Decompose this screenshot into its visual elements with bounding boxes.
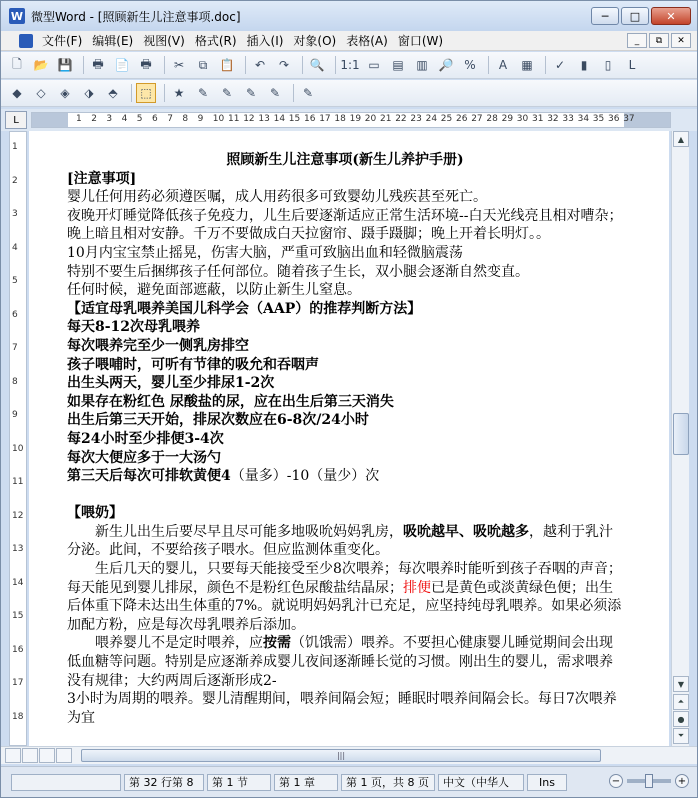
ruler-mark: 17 (319, 114, 331, 124)
maximize-button[interactable]: □ (621, 7, 649, 25)
menu-format[interactable]: 格式(R) (194, 33, 237, 48)
ruler-mark: 20 (364, 114, 377, 124)
ruler-mark: 18 (334, 114, 346, 124)
vruler-mark: 5 (12, 276, 18, 286)
doc-run: ，越利于乳汁分泌。此间，不要给孩子喂水。但应监测体重变化。 (67, 523, 613, 559)
ruler-row (1, 109, 697, 131)
ruler-mark: 4 (121, 114, 128, 124)
ruler-mark: 26 (456, 114, 468, 124)
object-tool-1-icon[interactable]: ◆ (12, 86, 22, 100)
doc-paragraph: 3小时为周期的喂养。婴儿清醒期间，喂养间隔会短；睡眠时喂养间隔会长。每日7次喂养为宜 (67, 691, 617, 726)
view-buttons (5, 748, 72, 763)
paste-icon[interactable]: 📋 (219, 58, 235, 72)
doc-run: 吸吮越早、吸吮越 (403, 523, 515, 540)
doc-paragraph: 夜晚开灯睡觉降低孩子免疫力，儿生后要逐渐适应正常生活环境--白天光线亮且相对嘈杂；晚上暗且相对安静。千万不要做成白天拉窗帘、蹑手蹑脚；晚上开着长明灯。。 (67, 207, 623, 243)
ruler-mark: 19 (349, 114, 362, 124)
menu-object[interactable]: 对象(O) (293, 33, 337, 48)
vruler-mark: 9 (12, 410, 18, 420)
print-view-button[interactable] (39, 748, 55, 763)
doc-bold-line: 每次喂养完至少一侧乳房排空 (67, 337, 249, 354)
doc-paragraph (67, 523, 623, 560)
doc-minimize-button[interactable]: _ (627, 33, 647, 48)
two-page-icon[interactable]: ▥ (416, 58, 428, 72)
ruler-mark: 16 (304, 114, 316, 124)
outline-view-button[interactable] (56, 748, 72, 763)
ruler-mark: 8 (182, 114, 189, 124)
vertical-scroll-thumb[interactable] (673, 413, 689, 455)
zoom-out-button[interactable]: − (609, 774, 623, 788)
zoom-100-icon[interactable]: 1:1 (340, 58, 360, 72)
scroll-up-button[interactable]: ▲ (673, 131, 689, 147)
single-page-icon[interactable]: ▤ (392, 58, 404, 72)
doc-title: 照顾新生儿注意事项(新生儿养护手册) (226, 152, 464, 168)
zoom-slider-knob[interactable] (645, 774, 653, 788)
doc-bold-line (67, 467, 623, 486)
vruler-mark: 8 (12, 376, 18, 387)
vruler-mark: 15 (12, 611, 24, 621)
ruler-mark: 9 (197, 114, 204, 124)
pen-tool-4-icon[interactable]: ✎ (269, 86, 281, 100)
ruler-mark: 21 (380, 114, 392, 124)
vruler-mark: 18 (12, 711, 24, 722)
doc-bold-line: 每24小时至少排便3-4次 (67, 430, 224, 447)
window-controls (591, 7, 691, 25)
select-browse-object-button[interactable]: ● (673, 711, 689, 727)
menu-edit[interactable]: 编辑(E) (92, 33, 134, 48)
scroll-down-button[interactable]: ▼ (673, 676, 689, 692)
pen-tool-1-icon[interactable]: ✎ (197, 86, 209, 100)
ruler-mark: 25 (440, 114, 453, 124)
pdf-icon[interactable]: 📄 (114, 58, 130, 72)
percent-icon[interactable]: % (464, 58, 476, 72)
ruler-mark: 12 (243, 114, 255, 124)
insert-object-icon[interactable]: ⬚ (136, 83, 156, 103)
status-language: 中文（中华人 (438, 774, 524, 791)
ruler-mark: 5 (136, 114, 143, 124)
ruler-mark: 7 (167, 114, 173, 124)
vruler-mark: 3 (12, 209, 18, 219)
normal-view-button[interactable] (5, 748, 21, 763)
ruler-mark: 34 (577, 114, 590, 124)
doc-heading: 【适宜母乳喂养美国儿科学会（AAP）的推荐判断方法】 (67, 300, 422, 317)
vruler-mark: 7 (12, 343, 18, 353)
vruler-mark: 16 (12, 644, 24, 655)
doc-paragraph (67, 634, 623, 690)
status-bar (1, 766, 697, 797)
doc-bold-line: 每天8-12次母乳喂养 (67, 319, 201, 336)
standard-toolbar (1, 52, 697, 79)
new-icon[interactable]: 🗋 (12, 56, 22, 71)
ruler-mark: 32 (547, 114, 559, 124)
spell-check-icon[interactable]: ✓ (554, 58, 566, 72)
vruler-mark: 2 (12, 175, 18, 186)
doc-bold-line: 出生后第三天开始，排尿次数应在6-8次/24小时 (67, 412, 369, 429)
redo-icon[interactable]: ↷ (278, 58, 290, 72)
minimize-button[interactable]: ─ (591, 7, 619, 25)
line-icon[interactable]: L (628, 58, 636, 72)
ruler-mark: 30 (516, 114, 529, 124)
vruler-mark: 4 (12, 242, 18, 253)
vruler-mark: 17 (12, 678, 24, 688)
status-page: 第 1 页，共 8 页 (341, 774, 435, 791)
document-body[interactable] (67, 151, 623, 727)
status-section: 第 1 节 (207, 774, 271, 791)
open-icon[interactable]: 📂 (33, 58, 49, 72)
object-tool-4-icon[interactable]: ⬗ (84, 86, 94, 100)
toolbar-separator (302, 56, 303, 74)
window-title: 微型Word - [照顾新生儿注意事项.doc] (31, 9, 241, 24)
menu-window[interactable]: 窗口(W) (397, 33, 444, 48)
ruler-mark: 10 (212, 114, 225, 124)
ruler-mark: 22 (395, 114, 407, 124)
vertical-ruler[interactable] (9, 131, 27, 746)
close-button[interactable]: ✕ (651, 7, 691, 25)
vertical-scrollbar[interactable] (671, 131, 689, 746)
doc-bold-line: 每次大便应多于一大汤勺 (67, 449, 221, 466)
document-icon[interactable] (19, 34, 33, 48)
ruler-mark: 29 (501, 114, 514, 124)
print-preview-icon[interactable]: 🖶 (140, 56, 152, 71)
font-color-icon[interactable]: A (498, 58, 508, 72)
status-blank (11, 774, 121, 791)
prev-page-button[interactable]: ⏶ (673, 694, 689, 710)
doc-paragraph: 任何时候，避免面部遮蔽，以防止新生儿窒息。 (67, 282, 361, 299)
ruler-mark: 27 (471, 114, 483, 124)
ruler-mark: 36 (608, 114, 620, 124)
star-tool-icon[interactable]: ★ (173, 86, 185, 100)
shape-icon[interactable]: ▯ (604, 58, 612, 72)
zoom-slider[interactable] (627, 779, 671, 783)
object-tool-3-icon[interactable]: ◈ (60, 86, 70, 100)
toolbar-separator (545, 56, 546, 74)
copy-icon[interactable]: ⧉ (198, 57, 208, 72)
doc-paragraph: [注意事项] (67, 170, 137, 187)
zoom-control (609, 774, 689, 788)
status-position: 第 32 行第 8 (124, 774, 204, 791)
menu-bar (1, 31, 697, 51)
doc-restore-button[interactable]: ⧉ (649, 33, 669, 48)
doc-run: 第三天后每次可排软黄便4 (67, 468, 231, 485)
status-insert-mode[interactable]: Ins (527, 774, 567, 791)
pen-tool-2-icon[interactable]: ✎ (221, 86, 233, 100)
pen-tool-3-icon[interactable]: ✎ (245, 86, 257, 100)
tab-selector[interactable]: L (5, 111, 27, 129)
ruler-mark: 15 (288, 114, 301, 124)
document-page[interactable] (29, 131, 669, 746)
ruler-mark: 13 (258, 114, 270, 124)
undo-icon[interactable]: ↶ (254, 58, 266, 72)
object-tool-5-icon[interactable]: ⬘ (108, 86, 118, 100)
formatting-toolbar (1, 80, 697, 107)
vruler-mark: 14 (12, 577, 24, 588)
vruler-mark: 11 (12, 477, 24, 487)
page-width-icon[interactable]: ▭ (368, 58, 380, 72)
doc-bold-line: 出生头两天，婴儿至少排尿1-2次 (67, 375, 275, 392)
doc-blank-line (67, 486, 623, 505)
horizontal-ruler[interactable] (31, 112, 671, 128)
word-app-icon[interactable]: W (10, 9, 24, 23)
ruler-mark: 28 (486, 114, 498, 124)
horizontal-scrollbar[interactable] (1, 746, 697, 764)
doc-run: 排便 (403, 579, 431, 596)
next-page-button[interactable]: ⏷ (673, 728, 689, 744)
toolbar-separator (488, 56, 489, 74)
toolbar-separator (164, 84, 165, 102)
ruler-mark: 33 (562, 114, 574, 124)
toolbar-separator (83, 56, 84, 74)
cut-icon[interactable]: ✂ (173, 58, 185, 72)
doc-bold-line: 孩子喂哺时，可听有节律的吸允和吞咽声 (67, 356, 319, 373)
toolbar-separator (131, 84, 132, 102)
menu-file[interactable]: 文件(F) (42, 33, 83, 48)
ruler-mark: 1 (76, 114, 82, 124)
table-icon[interactable]: ▦ (521, 58, 533, 72)
vruler-mark: 1 (12, 142, 18, 152)
menu-table[interactable]: 表格(A) (346, 33, 388, 48)
ruler-mark: 6 (152, 114, 158, 124)
doc-paragraph: 婴儿任何用药必须遵医嘱，成人用药很多可致婴幼儿残疾甚至死亡。 (67, 189, 487, 206)
toolbar-separator (245, 56, 246, 74)
doc-run: 新生儿出生后要尽早且尽可能多地吸吮妈妈乳房， (95, 523, 403, 540)
find-icon[interactable]: 🔍 (309, 58, 325, 72)
doc-bold-line: 如果存在粉红色 尿酸盐的尿，应在出生后第三天消失 (67, 393, 394, 410)
doc-paragraph: 特别不要生后捆绑孩子任何部位。随着孩子生长，双小腿会逐渐自然变直。 (67, 263, 529, 280)
vruler-mark: 6 (12, 309, 18, 320)
doc-run: 喂养婴儿不是定时喂养，应 (95, 635, 263, 652)
ruler-mark: 14 (273, 114, 286, 124)
ruler-mark: 31 (532, 114, 544, 124)
ruler-mark: 24 (425, 114, 438, 124)
vruler-mark: 13 (12, 544, 24, 554)
document-window-controls (627, 33, 691, 48)
status-chapter: 第 1 章 (274, 774, 338, 791)
doc-paragraph (67, 560, 623, 634)
pen-tool-5-icon[interactable]: ✎ (302, 86, 314, 100)
toolbar-separator (293, 84, 294, 102)
web-view-button[interactable] (22, 748, 38, 763)
zoom-in-button[interactable]: + (675, 774, 689, 788)
ruler-mark: 2 (91, 114, 97, 124)
doc-run: 多 (515, 523, 529, 540)
toolbar-separator (164, 56, 165, 74)
toolbar-separator (335, 56, 336, 74)
vruler-mark: 10 (12, 443, 24, 454)
zoom-icon[interactable]: 🔎 (438, 58, 454, 72)
doc-run: 按需 (263, 635, 291, 652)
menu-view[interactable]: 视图(V) (143, 33, 185, 48)
title-bar (1, 1, 697, 31)
doc-run: 已是黄色或淡黄绿色便；出生后体重下降未达出生体重的7%。就说明妈妈乳汁已充足，应坚持纯母乳喂养。如果必须添加配方粉，应是每次母乳喂养后添加。 (67, 579, 622, 633)
print-icon[interactable]: 🖶 (92, 56, 104, 71)
doc-close-button[interactable]: ✕ (671, 33, 691, 48)
ruler-mark: 23 (410, 114, 422, 124)
ruler-mark: 37 (623, 114, 635, 124)
doc-run: （量多）-10（量少）次 (230, 468, 380, 485)
menu-insert[interactable]: 插入(I) (246, 33, 284, 48)
save-icon[interactable]: 💾 (57, 58, 73, 72)
ruler-mark: 3 (106, 114, 113, 124)
ruler-mark: 11 (228, 114, 240, 124)
ruler-mark: 35 (592, 114, 605, 124)
doc-run: （饥饿需）喂养。不要担心健康婴儿睡觉期间会出现低血糖等问题。特别是应逐渐养成婴儿夜间逐渐睡长觉的习惯。刚出生的婴儿，需求喂养没有规律；大约两周后逐渐形成2- (67, 635, 613, 689)
doc-run: 生后几天的婴儿，只要每天能接受至少8次喂养；每次喂养时能听到孩子吞咽的声音；每天能见到婴儿排尿，颜色不是粉红色尿酸盐结晶尿； (67, 561, 622, 596)
horizontal-scroll-thumb[interactable]: ||| (81, 749, 601, 762)
doc-heading: 【喂奶】 (67, 505, 123, 522)
doc-paragraph: 10月内宝宝禁止摇晃，伤害大脑，严重可致脑出血和轻微脑震荡 (67, 244, 463, 261)
object-tool-2-icon[interactable]: ◇ (36, 86, 46, 100)
vruler-mark: 12 (12, 510, 24, 521)
column-icon[interactable]: ▮ (580, 58, 588, 72)
